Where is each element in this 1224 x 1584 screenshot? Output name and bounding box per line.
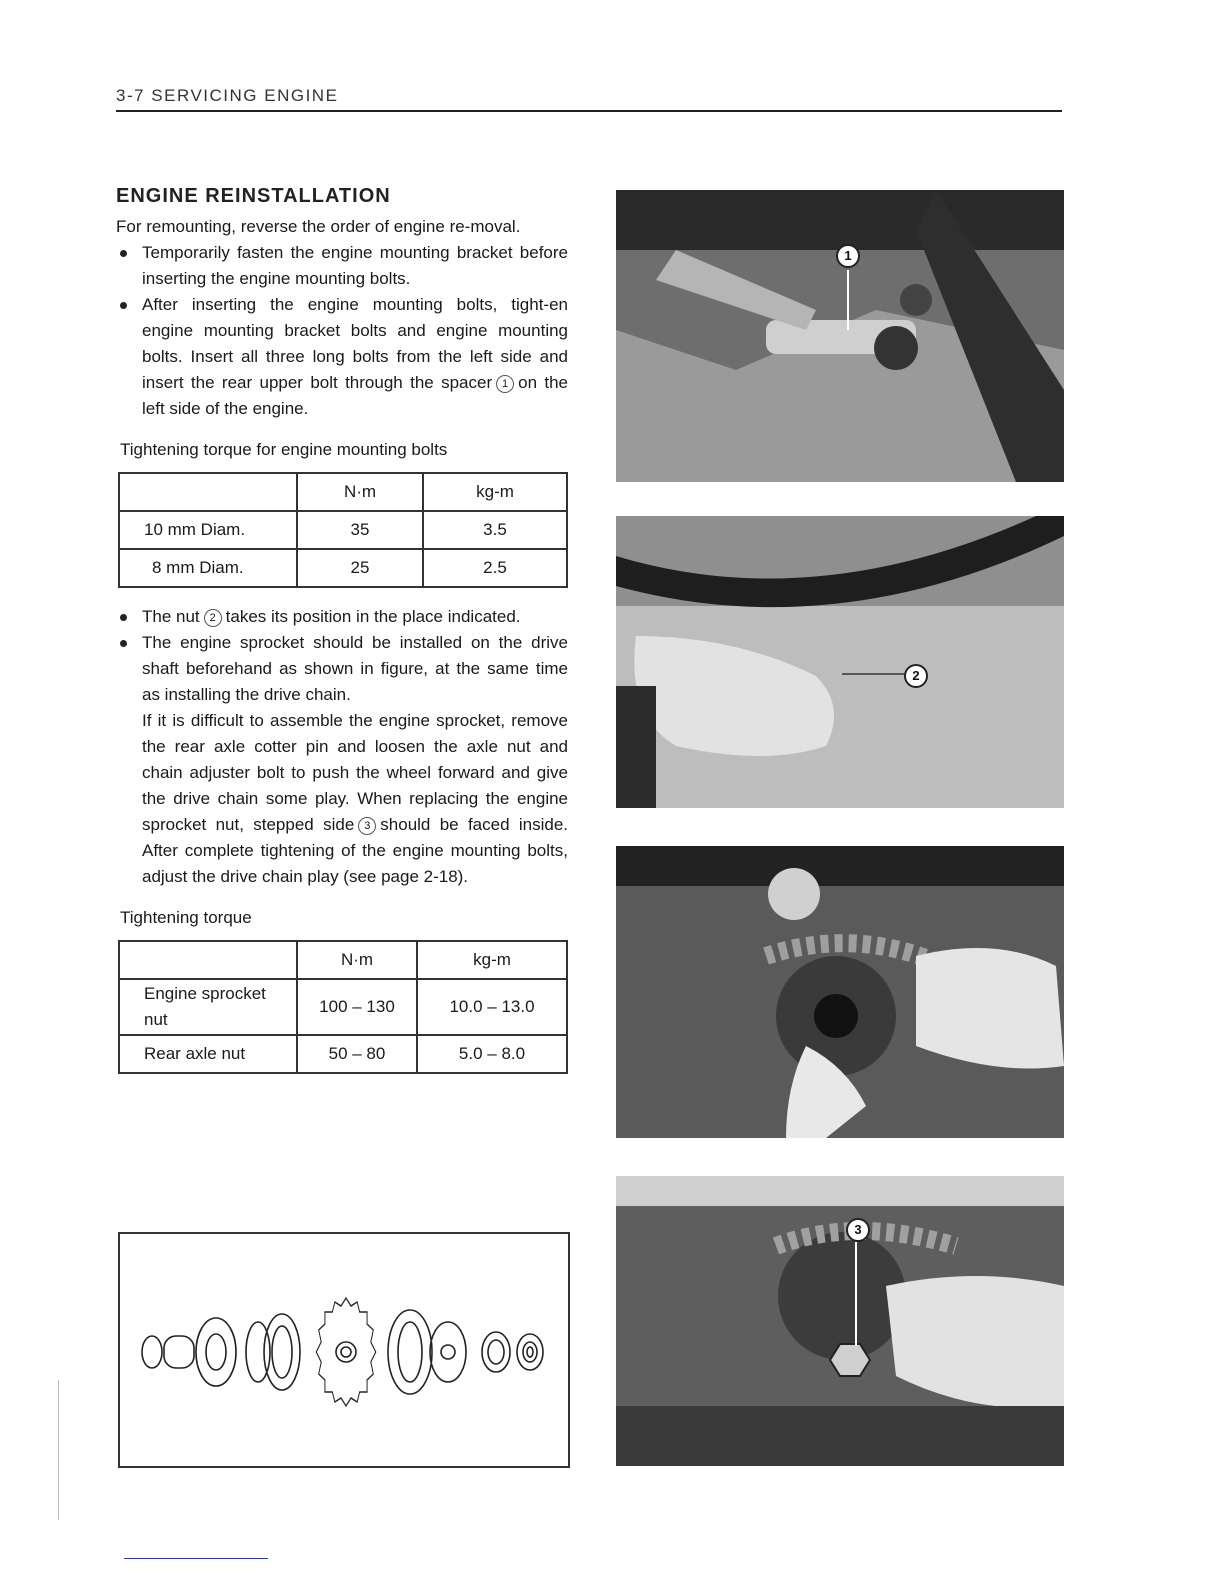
bullet-list-1 bbox=[116, 240, 568, 422]
bullet-text-cont: takes its position in the place indicated. bbox=[225, 607, 521, 626]
bullet-text: The engine sprocket should be installed on the drive shaft beforehand as shown in figure, at the same time as installing the drive chain. bbox=[142, 633, 568, 704]
exploded-parts-drawing bbox=[120, 1234, 568, 1466]
table-row bbox=[119, 979, 567, 1035]
section-title: ENGINE REINSTALLATION bbox=[116, 185, 391, 207]
marker-2-icon: 2 bbox=[204, 609, 222, 627]
table-cell: 35 bbox=[297, 511, 423, 549]
photo-nut-position bbox=[616, 516, 1064, 808]
callout-1-icon: 1 bbox=[836, 244, 860, 268]
table-header-cell: N·m bbox=[297, 941, 417, 979]
photo-sprocket-chain-image bbox=[616, 846, 1064, 1138]
list-item bbox=[116, 240, 568, 292]
bullet-icon bbox=[120, 614, 127, 621]
bullet-text: The nut bbox=[142, 607, 200, 626]
table-cell: 100 – 130 bbox=[297, 979, 417, 1035]
bullet-text: Temporarily fasten the engine mounting bracket before inserting the engine mounting bolts. bbox=[142, 243, 568, 288]
list-item bbox=[116, 292, 568, 422]
photo-engine-mount-image bbox=[616, 190, 1064, 482]
table-row bbox=[119, 549, 567, 587]
table-cell: 5.0 – 8.0 bbox=[417, 1035, 567, 1073]
table-header-cell: kg-m bbox=[417, 941, 567, 979]
table-header-cell: N·m bbox=[297, 473, 423, 511]
photo-sprocket-nut-image bbox=[616, 1176, 1064, 1466]
bullet-text-end: should be faced inside. After complete tightening of the engine mounting bolts, adjust the drive chain play (see page 2-18). bbox=[142, 815, 568, 886]
table-row bbox=[119, 511, 567, 549]
bullet-text-cont: If it is difficult to assemble the engine sprocket, remove the rear axle cotter pin and loosen the axle nut and chain adjuster bolt to push the wheel forward and give the drive chain some play. When replacing the engine sprocket nut, stepped side bbox=[142, 711, 568, 834]
bullet-icon bbox=[120, 302, 127, 309]
table-cell: 25 bbox=[297, 549, 423, 587]
table-cell: 50 – 80 bbox=[297, 1035, 417, 1073]
table2-caption: Tightening torque bbox=[120, 908, 252, 927]
scan-bottom-mark bbox=[124, 1558, 268, 1559]
photo-sprocket-nut bbox=[616, 1176, 1064, 1466]
page-header bbox=[116, 86, 1062, 112]
table1-caption: Tightening torque for engine mounting bolts bbox=[120, 440, 448, 459]
table-header-row bbox=[119, 941, 567, 979]
callout-2-icon: 2 bbox=[904, 664, 928, 688]
table-cell: 8 mm Diam. bbox=[119, 549, 297, 587]
scan-margin-mark bbox=[58, 1380, 59, 1520]
bullet-icon bbox=[120, 250, 127, 257]
table-cell: Rear axle nut bbox=[119, 1035, 297, 1073]
intro-paragraph: For remounting, reverse the order of engine re-moval. bbox=[116, 217, 521, 236]
marker-3-icon: 3 bbox=[358, 817, 376, 835]
bullet-text-cont: on the left side of the engine. bbox=[142, 373, 569, 418]
callout-3-icon: 3 bbox=[846, 1218, 870, 1242]
photo-engine-mount bbox=[616, 190, 1064, 482]
table-cell: 10.0 – 13.0 bbox=[417, 979, 567, 1035]
bullet-list-2 bbox=[116, 604, 568, 890]
marker-1-icon: 1 bbox=[496, 375, 514, 393]
bullet-text: After inserting the engine mounting bolts, tight-en engine mounting bracket bolts and engine mounting bolts. Insert all three long bolts from the left side and insert the rear upper bolt through the spacer bbox=[142, 295, 568, 392]
list-item bbox=[116, 604, 568, 630]
photo-sprocket-chain bbox=[616, 846, 1064, 1138]
table-header-cell bbox=[119, 941, 297, 979]
torque-table-mounting-bolts bbox=[118, 472, 568, 588]
bushing-icon bbox=[164, 1336, 194, 1368]
table-cell: 10 mm Diam. bbox=[119, 511, 297, 549]
sprocket-icon bbox=[316, 1298, 376, 1406]
page-header-label: 3-7 SERVICING ENGINE bbox=[116, 86, 339, 105]
main-text-column bbox=[116, 185, 568, 1074]
table-header-cell: kg-m bbox=[423, 473, 567, 511]
washer-icon bbox=[196, 1318, 236, 1386]
table-header-cell bbox=[119, 473, 297, 511]
nut-icon bbox=[482, 1332, 510, 1372]
table-row bbox=[119, 1035, 567, 1073]
bullet-icon bbox=[120, 640, 127, 647]
flat-washer-icon bbox=[430, 1322, 466, 1382]
table-cell: Engine sprocket nut bbox=[119, 979, 297, 1035]
end-nut-icon bbox=[517, 1334, 543, 1370]
torque-table-sprocket bbox=[118, 940, 568, 1074]
photo-nut-position-image bbox=[616, 516, 1064, 808]
table-cell: 2.5 bbox=[423, 549, 567, 587]
sprocket-exploded-diagram bbox=[118, 1232, 570, 1468]
spacer-ring-icon bbox=[142, 1336, 162, 1368]
table-cell: 3.5 bbox=[423, 511, 567, 549]
table-header-row bbox=[119, 473, 567, 511]
list-item bbox=[116, 630, 568, 890]
